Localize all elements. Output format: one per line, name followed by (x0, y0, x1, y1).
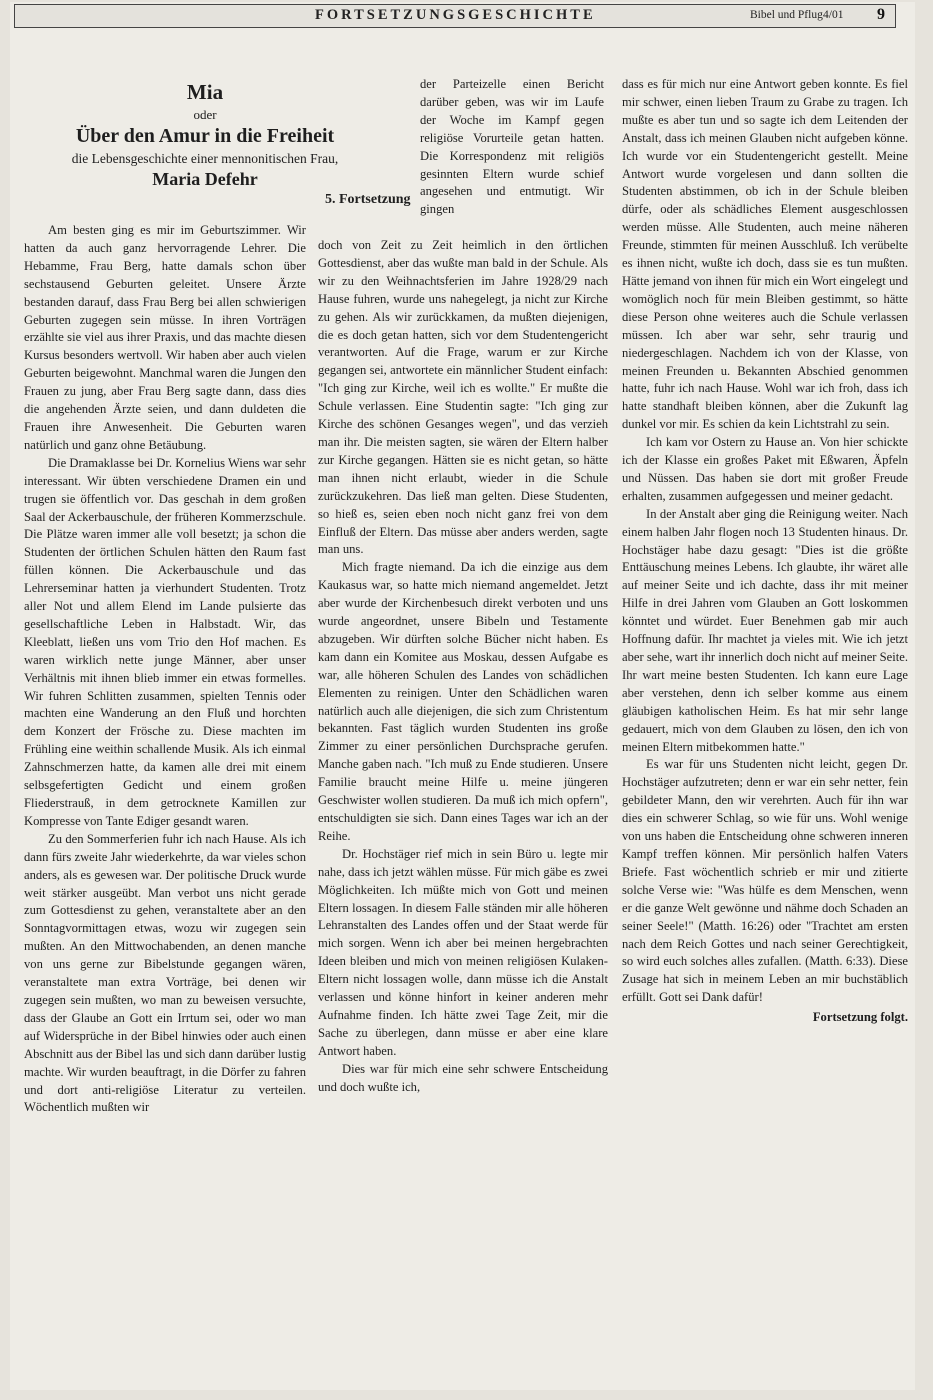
paragraph: dass es für mich nur eine Antwort geben konnte. Es fiel mir schwer, einen lieben Traum zu Grabe zu tragen. Ich mußte es aber tun und so sagte ich dem Leitenden der Anstalt, dass ich meinen Glauben nicht aufgeben könne. Ich wurde vor ein Studentengericht gestellt. Meine Antwort wurde vorgelesen und dann sollten die Studenten abstimmen, ob ich in der Schule bleiben dürfe, oder als schädliches Element ausgeschlossen werden müsse. Alle Studenten, auch meine näheren Freunde, stimmten für meinen Ausschluß. Ich verübelte es ihnen nicht, wußte ich doch, dass sie es tun mußten. Hätte jemand von ihnen für mich ein Wort eingelegt und womöglich noch für mein Bleiben gestimmt, so hätte diese Person ohne weiteres auch die Schule verlassen müssen. Ich aber war sehr, sehr traurig und niedergeschlagen. Nachdem ich von der Klasse, von meinen Freunden u. Bekannten Abschied genommen hatte, fuhr ich nach Hause. Wohl war ich froh, dass ich hatte standhaft bleiben können, aber die Zukunft lag dunkel vor mir. Es schien da kein Lichtstrahl zu sein. (622, 77, 908, 432)
text-column-2 (318, 237, 608, 1097)
article-subtitle: Über den Amur in die Freiheit (75, 125, 335, 147)
paragraph: In der Anstalt aber ging die Reinigung weiter. Nach einem halben Jahr flogen noch 13 Studenten hinaus. Dr. Hochstäger habe dazu gesagt: "Dies ist die größte Enttäuschung meines Lebens. Ich glaubte, ihr wäret alle auf meiner Seite und ich dachte, dass ihr mit meiner Hilfe in drei Jahren vom Glauben an Gott loskommen könntet und würdet. Euer Benehmen gab mir auch Hoffnung dafür. Ihr machtet ja vieles mit. Wie ich jetzt aber sehe, wart ihr innerlich doch nicht auf meiner Seite. Ihr wart meine besten Studenten. Ich kann eure Lage aber verstehen, denn ich selber komme aus einem gläubigen katholischen Heim. Es hat mir sehr lange gedauert, mich von dem Glauben zu lösen, den ich von meinen Eltern mitbekommen hatte." (622, 506, 908, 754)
magazine-page (10, 2, 915, 1390)
paragraph: Dr. Hochstäger rief mich in sein Büro u. legte mir nahe, dass ich jetzt wählen müsse. Für mich gäbe es zwei Möglichkeiten. Ich müßte mich von Gott und meinen Eltern lossagen. In diesem Falle ständen mir alle höheren Lehranstalten des Landes offen und der Staat werde für mich sorgen. Wenn ich aber bei meinen hergebrachten Ideen bleiben und mich von meinen religiösen Kulaken-Eltern nicht lossagen wolle, dann müsse ich die Anstalt verlassen und könne hinfort in keiner anderen mehr Aufnahme finden. Ich hätte zwei Tage Zeit, mir die Sache zu überlegen, dann müsse er aber eine klare Antwort haben. (318, 846, 608, 1058)
paragraph: Es war für uns Studenten nicht leicht, gegen Dr. Hochstäger aufzutreten; denn er war ein sehr netter, fein gebildeter Mann, den wir verehrten. Auch für ihn war dies ein schwerer Schlag, so wie für uns. Wohl wenige von uns haben die Entscheidung ohne schweren inneren Kampf treffen können. Mir persönlich halfen Vaters Briefe. Fast wöchentlich schrieb er mir und zitierte solche Verse wie: "Was hülfe es dem Menschen, wenn er die ganze Welt gewönne und nähme doch Schaden an seiner Seele!" (Matth. 16:26) oder "Trachtet am ersten nach dem Reich Gottes und nach seiner Gerechtigkeit, so wird euch solches alles zufallen. (Matth. 6:33). Diese Zusage hat sich in meinem Leben an mir buchstäblich erfüllt. Gott sei Dank dafür! (622, 757, 908, 1005)
continued-label: Fortsetzung folgt. (812, 1010, 908, 1025)
page-header (14, 4, 896, 28)
paragraph: Zu den Sommerferien fuhr ich nach Hause. Als ich dann fürs zweite Jahr wiederkehrte, da war vieles schon anders, als es gewesen war. Der politische Druck wurde weit stärker ausgeübt. Man verbot uns nicht gerade zum Gottesdienst zu gehen, veranstaltete aber an den Sonntagvormittagen etwas, wozu wir zugegen sein mußten. An den Mittwochabenden, an denen manche von uns gerne zur Bibelstunde gegangen wären, veranstaltete man extra Vorträge, bei denen wir zugegen sein mußten, wo man zu beweisen versuchte, dass der Glaube an Gott ein Irrtum sei, oder wo man auf Widersprüche in der Bibel hinwies oder auch einen Abschnitt aus der Bibel las und sich dann darüber lustig machte. Wir wurden beauftragt, in die Dörfer zu fahren und dort anti-religiöse Literatur zu verteilen. Wöchentlich mußten wir (24, 831, 306, 1115)
paragraph: Dies war für mich eine sehr schwere Entscheidung und doch wußte ich, (318, 1061, 608, 1094)
paragraph: doch von Zeit zu Zeit heimlich in den örtlichen Gottesdienst, aber das wußte man bald in der Schule. Als wir zu den Weihnachtsferien im Jahre 1928/29 nach Hause fuhren, wurde uns nahegelegt, ja nicht zur Kirche zu gehen. Als wir zurückkamen, da mußten diejenigen, die es doch getan hatten, sich vor dem Studentengericht verantworten. Auf die Frage, warum er zur Kirche gegangen sei, antwortete ein männlicher Student einfach: "Ich ging zur Kirche, weil ich es wollte." Er mußte die Schule verlassen. Eine Studentin sagte: "Ich ging zur Kirche des schönen Gesanges wegen", und das verzieh man ihr. Die meisten sagten, sie wären der Eltern halber zur Kirche gegangen. Hätten sie es nicht getan, so hätte man ihnen nicht erlaubt, wieder in die Schule zurückzukehren. Das ließ man gelten. Diese Studenten, so hieß es, seien eben noch nicht ganz frei von dem Einfluß der Eltern. Das müsse aber anders werden, sagte man uns. (318, 238, 608, 557)
article-author: Maria Defehr (152, 169, 258, 189)
article-description: die Lebensgeschichte einer mennonitischen Frau, (71, 151, 339, 166)
article-title: Mia (186, 80, 224, 104)
installment-label: 5. Fortsetzung (325, 192, 411, 207)
issue-number: 4/01 (823, 9, 844, 21)
paragraph: Am besten ging es mir im Geburtszimmer. Wir hatten da auch ganz hervorragende Lehrer. Die Hebamme, Frau Berg, hatte damals schon über sechstausend Geburten geleitet. Unsere Ärzte bestanden darauf, dass Frau Berg bei allen schwierigen Geburten zugegen sein müsse. In ihren Vorträgen erzählte sie viel aus ihrer Praxis, und das machte diesen Kursus besonders wertvoll. Wir haben aber auch vielen Geburten beigewohnt. Manchmal waren die Jungen den Frauen zu jung, aber Frau Berg sagte dann, dass dies die angehenden Ärzte seien, und dann duldeten die Frauen ihre Anwesenheit. Die Geburten waren natürlich und ganz ohne Betäubung. (24, 223, 306, 452)
paragraph: Ich kam vor Ostern zu Hause an. Von hier schickte ich der Klasse ein großes Paket mit Eßwaren, Äpfeln und Nüssen. Das haben sie dort mit großer Freude erhalten, zusammen aufgegessen und meiner gedacht. (622, 435, 908, 503)
magazine-name: Bibel und Pflug (750, 9, 823, 21)
text-column-3 (622, 76, 908, 1027)
section-kicker: FORTSETZUNGSGESCHICHTE (315, 7, 596, 23)
paragraph: Mich fragte niemand. Da ich die einzige aus dem Kaukasus war, so hatte mich niemand angemeldet. Jetzt aber wurde der Kirchenbesuch direkt verboten und uns wurde angeordnet, unsere Bibeln und Testamente abzugeben. Wir dürften solche Bücher nicht haben. Es kam dann ein Komitee aus Moskau, dessen Aufgabe es war, alle höheren Schulen des Landes von schädlichen Elementen zu reinigen. Unter den Schädlichen waren natürlich auch alle diejenigen, die sich zum Christentum bekannten. Fast täglich wurden Studenten ins große Zimmer zu einer persönlichen Durchsprache gerufen. Manche gaben nach. "Ich muß zu Ende studieren. Unsere Familie braucht meine Hilfe u. meine jüngeren Geschwister wollen studieren. Da muß ich mich opfern", entschuldigten sie sich. Dann eines Tages war ich an der Reihe. (318, 560, 608, 843)
title-conjunction: oder (193, 107, 217, 122)
text-column-1 (24, 222, 306, 1117)
text-column-2-top (420, 76, 604, 219)
page-number: 9 (877, 6, 885, 23)
paragraph: Die Dramaklasse bei Dr. Kornelius Wiens war sehr interessant. Wir übten verschiedene Dramen ein und trugen sie öffentlich vor. Das geschah in dem großen Saal der Ackerbauschule, der früheren Kommerzschule. Die Plätze waren immer alle voll besetzt; ja schon die Studenten der örtlichen Schulen hätten den Raum fast füllen können. Die Ackerbauschule und das Lehrerseminar hatten ja vierhundert Studenten. Trotz aller Not und allem Elend im Lande pulsierte das gesellschaftliche Leben in Halbstadt. Wir, das Kleeblatt, ließen uns vom Trio den Hof machen. Es waren wirklich nette junge Männer, aber unser Verhältnis mit ihnen blieb immer ein etwas formelles. Wir fuhren Schlitten zusammen, spielten Tennis oder machten eine Wanderung an den Fluß und horchten dem Konzert der Frösche zu. Diese machten im Frühling eine weithin schallende Musik. Als ich einmal Zahnschmerzen hatte, da kamen alle drei mit einem selbsgefertigten Gedicht und einem großen Fliederstrauß, in dem getrocknete Kamillen zur Kompresse von Tante Ediger gesandt waren. (24, 455, 306, 828)
title-block (40, 78, 370, 190)
paragraph: der Parteizelle einen Bericht darüber geben, was wir im Laufe der Woche im Kampf gegen religiöse Vorurteile getan hatten. Die Korrespondenz mit religiös gesinnten Eltern wurde schief angesehen und entmutigt. Wir gingen (420, 77, 604, 217)
